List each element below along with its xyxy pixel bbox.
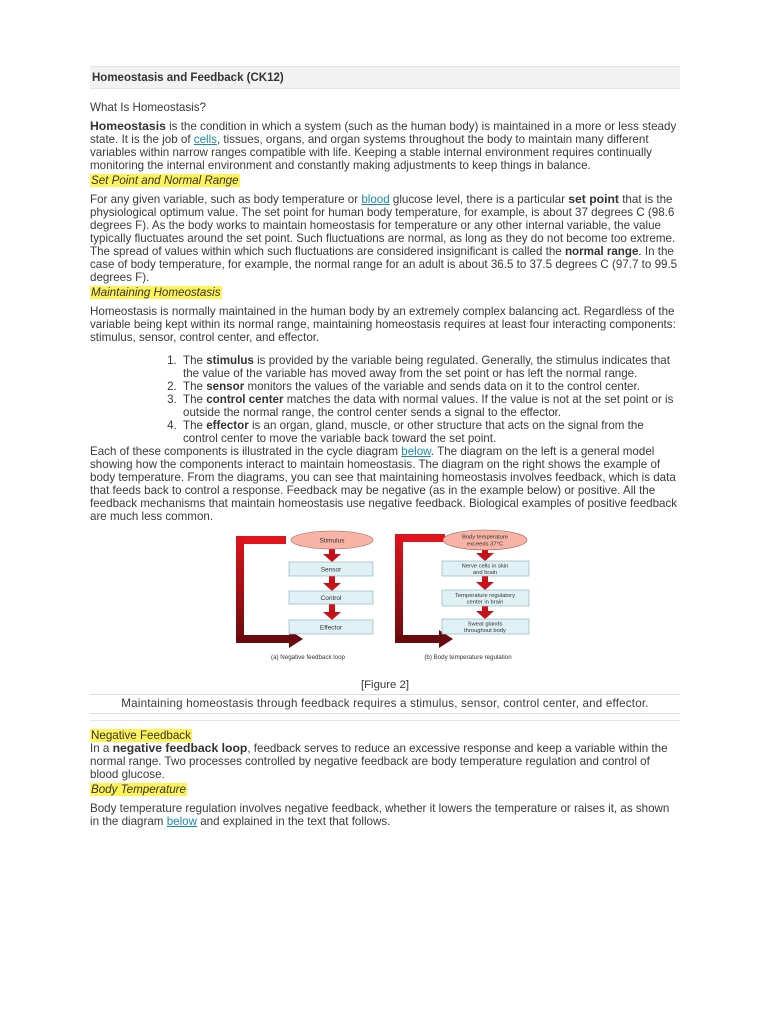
section-body-temperature: Body Temperature <box>91 783 186 796</box>
term-negative-feedback-loop: negative feedback loop <box>112 741 248 755</box>
components-paragraph: Each of these components is illustrated in the cycle diagram below. The diagram on the left is a general model showing how the components interact to maintain homeostasis. The diagram on the right shows the example of body temperature. From the diagrams, you can see that maintaining homeostasis involves feedback, which is data that feeds back to control a response. Feedback may be negative (as in the example below) or positive. All the feedback mechanisms that maintain homeostasis use negative feedback. Biological examples of positive feedback are much less common. <box>90 445 678 523</box>
term-normal-range: normal range <box>564 245 639 258</box>
divider <box>90 720 680 721</box>
effector-label: Effector <box>319 624 343 632</box>
negative-feedback-paragraph: In a negative feedback loop, feedback serves to reduce an excessive response and keep a variable within the normal range. Two processes controlled by negative feedback are body temperature regulation and control of blood glucose. <box>90 741 668 781</box>
nerve-cells-label-1: Nerve cells in skin <box>461 563 509 570</box>
figure-description: Maintaining homeostasis through feedback requires a stimulus, sensor, control center, and effector. <box>90 694 680 714</box>
stimulus-label: Stimulus <box>319 537 345 545</box>
link-blood[interactable]: blood <box>361 193 390 206</box>
sensor-label: Sensor <box>320 566 342 574</box>
right-caption: (b) Body temperature regulation <box>424 654 512 661</box>
section-negative-feedback: Negative Feedback <box>91 729 191 742</box>
temperature-stimulus-line2: exceeds 37°C <box>466 541 504 548</box>
control-label: Control <box>320 595 342 602</box>
section-set-point: Set Point and Normal Range <box>91 174 239 187</box>
list-item: 3. The control center matches the data with normal values. If the value is not at the set point or is outside the normal range, the control center sends a signal to the effector. <box>180 393 680 419</box>
temperature-stimulus-line1: Body temperature <box>461 534 509 541</box>
regulatory-center-label-2: center in brain <box>466 599 504 606</box>
right-arrows <box>476 548 494 619</box>
list-item: 4. The effector is an organ, gland, muscle, or other structure that acts on the signal from the control center to move the variable back toward the set point. <box>180 419 680 445</box>
sweat-glands-label-1: Sweat glands <box>467 621 503 628</box>
document-title: Homeostasis and Feedback (CK12) <box>90 66 680 89</box>
feedback-figure <box>90 527 680 677</box>
link-cells[interactable]: cells <box>193 133 217 146</box>
nerve-cells-label-2: and brain <box>472 570 498 576</box>
feedback-diagram <box>90 527 680 677</box>
body-temperature-paragraph: Body temperature regulation involves negative feedback, whether it lowers the temperature or raises it, as shown in the diagram below and explained in the text that follows. <box>90 802 670 828</box>
sweat-glands-label-2: throughout body <box>464 628 506 634</box>
list-item: 1. The stimulus is provided by the variable being regulated. Generally, the stimulus indicates that the value of the variable has moved away from the set point or has left the normal range. <box>180 354 680 380</box>
section-maintaining: Maintaining Homeostasis <box>91 286 221 299</box>
left-arrows <box>320 546 342 620</box>
document-page <box>90 66 680 828</box>
term-homeostasis: Homeostasis <box>90 119 166 133</box>
regulatory-center-label-1: Temperature regulatory <box>455 593 515 599</box>
list-item: 2. The sensor monitors the values of the variable and sends data on it to the control center. <box>180 380 680 393</box>
question-heading: What Is Homeostasis? <box>90 101 206 114</box>
intro-paragraph: Homeostasis is the condition in which a system (such as the human body) is maintained in a more or less steady state. It is the job of cells, tissues, organs, and organ systems throughout the body to maintain many different variables within narrow ranges compatible with life. Keeping a stable internal environment requires continually monitoring the internal environment and constantly making adjustments to keep things in balance. <box>90 119 677 172</box>
left-caption: (a) Negative feedback loop <box>271 654 345 661</box>
link-below-figure[interactable]: below <box>401 445 431 458</box>
maintaining-paragraph: Homeostasis is normally maintained in the human body by an extremely complex balancing act. Regardless of the variable being kept within its normal range, maintaining homeostasis requires at least four interacting components: stimulus, sensor, control center, and effector. <box>90 305 676 344</box>
set-point-paragraph: For any given variable, such as body temperature or blood glucose level, there is a particular set point that is the physiological optimum value. The set point for human body temperature, for example, is about 37 degrees C (98.6 degrees F). As the body works to maintain homeostasis for temperature or any other internal variable, the value typically fluctuates around the set point. Such fluctuations are normal, as long as they do not become too extreme. The spread of values within which such fluctuations are considered insignificant is called the normal range. In the case of body temperature, for example, the normal range for an adult is about 36.5 to 37.5 degrees C (97.7 to 99.5 degrees F). <box>90 192 678 284</box>
term-set-point: set point <box>568 192 619 206</box>
link-below-diagram[interactable]: below <box>166 815 197 828</box>
figure-label: [Figure 2] <box>360 679 410 691</box>
components-list <box>90 354 680 445</box>
